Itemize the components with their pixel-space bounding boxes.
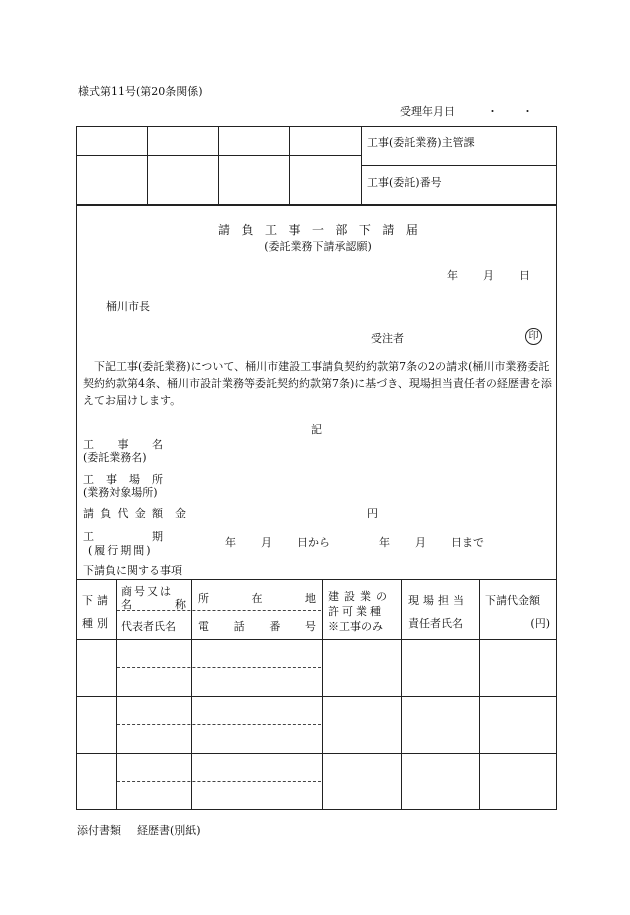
grid-line (191, 579, 192, 810)
attachments-label: 添付書類 (77, 824, 121, 837)
label-char: 期 (152, 530, 163, 543)
col-phone (198, 618, 316, 634)
grid-line (361, 165, 557, 166)
grid-line (116, 579, 117, 810)
seal-label: 印 (525, 328, 542, 345)
work-number-label: 工事(委託)番号 (367, 176, 442, 189)
date-year: 年 (447, 269, 458, 282)
label-char: 電 (198, 620, 209, 633)
receipt-date-dot: ・ (522, 105, 533, 118)
attachments-value: 経歴書(別紙) (137, 824, 201, 837)
title-char: 負 (241, 223, 254, 237)
label-char: 名 (121, 598, 132, 611)
date-day: 日 (519, 269, 530, 282)
body-text: 下記工事(委託業務)について、桶川市建設工事請負契約約款第7条の2の請求(桶川市業務委託契約約款第4条、桶川市設計業務等委託契約約款第7条)に基づき、現場担当責任者の経歴書を添えてお届けします。 (83, 360, 552, 407)
dashed-divider (117, 724, 321, 725)
receipt-date-dot: ・ (487, 105, 498, 118)
grid-line (289, 126, 290, 205)
title-char: 一 (311, 223, 324, 237)
period-to-year: 年 (379, 536, 390, 549)
col-license-line2: 許可業種 (328, 605, 384, 618)
label-char: 請 (83, 507, 94, 520)
label-char: 事 (106, 473, 117, 486)
seal-mark-icon (525, 328, 542, 345)
form-number: 様式第11号(第20条関係) (78, 85, 203, 98)
addressee: 桶川市長 (106, 300, 150, 313)
title-char: 部 (335, 223, 348, 237)
ki-heading: 記 (311, 423, 322, 436)
label-char: 所 (198, 592, 209, 605)
period-to-month: 月 (415, 536, 426, 549)
department-label: 工事(委託業務)主管課 (367, 136, 475, 149)
grid-line (76, 579, 557, 580)
title-char: 請 (382, 223, 395, 237)
grid-line (147, 126, 148, 205)
title-char: 届 (405, 223, 418, 237)
label-char: 地 (305, 592, 316, 605)
period-sublabel: (履行期間) (88, 544, 153, 557)
grid-line (76, 639, 557, 640)
col-company-line1: 商号又は (121, 585, 173, 598)
label-char: 称 (175, 598, 186, 611)
label-char: 所 (152, 473, 163, 486)
document-title (218, 221, 418, 238)
col-company-line2 (121, 596, 186, 612)
title-char: 事 (288, 223, 301, 237)
col-license-line1: 建設業の (328, 590, 392, 603)
label-char: 名 (152, 438, 163, 451)
grid-line (322, 579, 323, 810)
amount-unit: 円 (367, 507, 378, 520)
label-char: 代 (117, 507, 129, 520)
title-char: 請 (218, 223, 231, 237)
grid-line (76, 753, 557, 754)
col-manager-line2: 責任者氏名 (408, 617, 463, 630)
subcontract-heading: 下請負に関する事項 (83, 564, 182, 577)
receipt-date-label: 受理年月日 (400, 105, 455, 118)
title-char: 下 (358, 223, 371, 237)
period-from-day: 日から (297, 536, 330, 549)
grid-line (401, 579, 402, 810)
document-subtitle: (委託業務下請承認願) (264, 240, 372, 253)
label-char: 工 (83, 530, 94, 543)
title-char: 工 (264, 223, 277, 237)
label-char: 在 (251, 592, 263, 605)
label-char: 工 (83, 438, 94, 451)
label-char: 話 (233, 620, 245, 633)
col-address (198, 590, 316, 606)
period-from-year: 年 (225, 536, 236, 549)
label-char: 額 (152, 507, 163, 520)
period-to-day: 日まで (451, 536, 484, 549)
label-char: 場 (129, 473, 140, 486)
col-price-unit: (円) (530, 617, 550, 630)
work-name-sublabel: (委託業務名) (83, 451, 147, 464)
grid-line (76, 696, 557, 697)
label-char: 金 (134, 507, 146, 520)
label-char: 事 (117, 438, 129, 451)
grid-line (76, 155, 361, 156)
col-type-line1: 下請 (82, 594, 112, 607)
dashed-divider (117, 781, 321, 782)
col-price-line1: 下請代金額 (485, 594, 540, 607)
col-type-line2: 種別 (82, 617, 112, 630)
label-char: 負 (100, 507, 112, 520)
label-char: 号 (304, 620, 316, 633)
col-manager-line1: 現場担当 (408, 594, 468, 607)
date-month: 月 (483, 269, 494, 282)
grid-line (479, 579, 480, 810)
label-char: 工 (83, 473, 94, 486)
label-char: 番 (269, 620, 281, 633)
work-place-sublabel: (業務対象場所) (83, 486, 158, 499)
contractor-label: 受注者 (371, 332, 404, 345)
grid-line (218, 126, 219, 205)
period-from-month: 月 (261, 536, 272, 549)
amount-kin: 金 (175, 507, 186, 520)
col-license-note: ※工事のみ (328, 620, 383, 633)
col-representative: 代表者氏名 (121, 620, 176, 633)
dashed-divider (117, 667, 321, 668)
contract-amount-label (83, 505, 163, 521)
